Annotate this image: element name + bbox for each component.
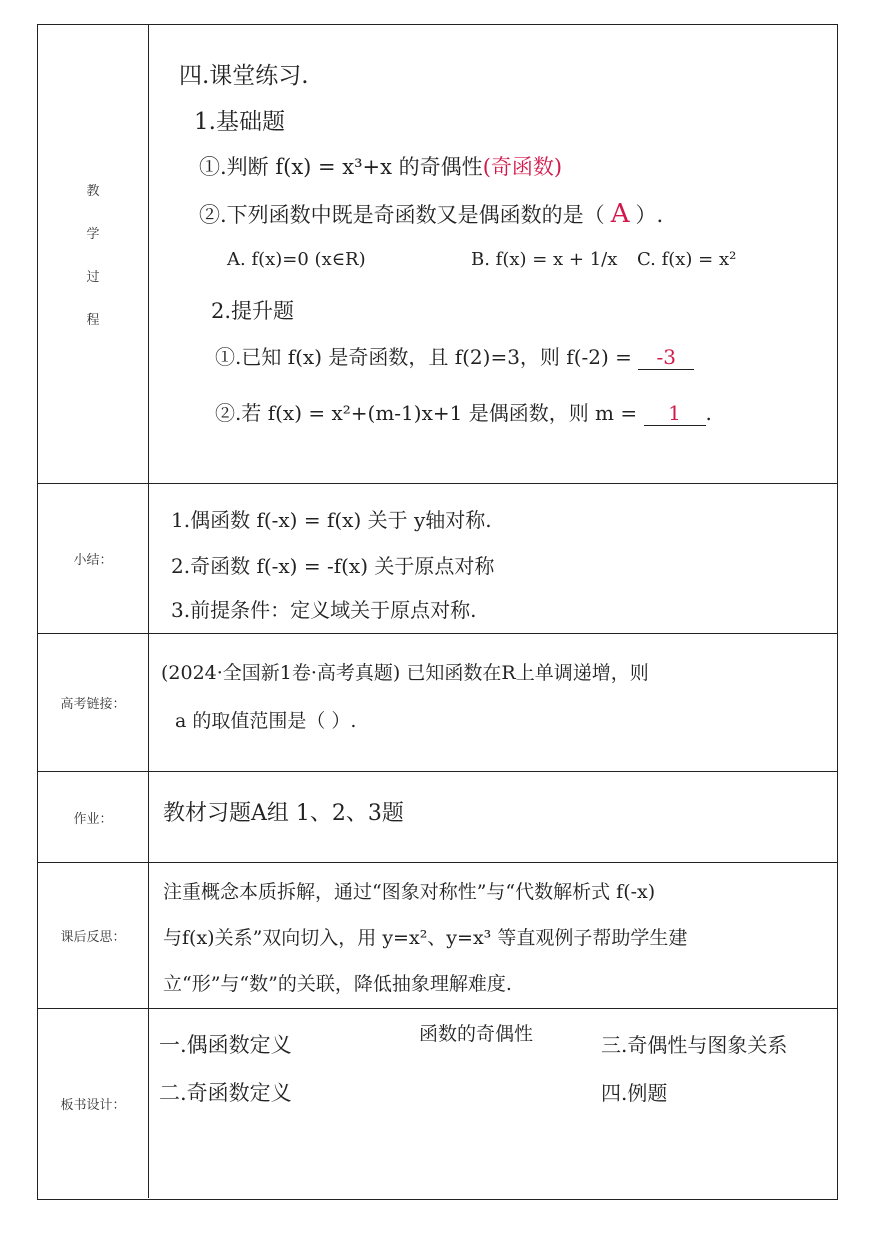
board-right-2: 四.例题 (601, 1081, 668, 1105)
basic-title: 1.基础题 (194, 109, 285, 135)
question-1-text: ①.判断 f(x) = x³+x 的奇偶性 (199, 155, 483, 179)
question-3-answer: -3 (638, 345, 694, 370)
option-a: A. f(x)=0 (x∈R) (227, 249, 366, 270)
board-right-1: 三.奇偶性与图象关系 (601, 1033, 788, 1057)
question-1 (199, 151, 562, 181)
reflection-line-1: 注重概念本质拆解，通过“图象对称性”与“代数解析式 f(-x) (163, 881, 656, 903)
question-3 (215, 341, 694, 370)
question-4-answer: 1 (644, 401, 706, 426)
question-3-text: ①.已知 f(x) 是奇函数，且 f(2)=3，则 f(-2) = (215, 345, 632, 369)
board-label: 板书设计： (38, 1009, 149, 1198)
board-content (149, 1009, 837, 1198)
summary-line-1: 1.偶函数 f(-x) = f(x) 关于 y轴对称. (171, 508, 492, 532)
process-label-char: 程 (86, 313, 100, 328)
homework-label: 作业： (38, 772, 149, 862)
practice-heading: 四.课堂练习. (179, 63, 309, 89)
question-1-answer: (奇函数) (482, 155, 563, 179)
board-left-2: 二.奇函数定义 (159, 1081, 292, 1105)
lesson-plan-table (37, 24, 838, 1200)
summary-label: 小结： (38, 484, 149, 633)
question-2 (199, 199, 663, 229)
summary-line-2: 2.奇函数 f(-x) = -f(x) 关于原点对称 (171, 554, 495, 578)
question-2-text: ②.下列函数中既是奇函数又是偶函数的是（ (199, 203, 605, 227)
board-left-1: 一.偶函数定义 (159, 1033, 292, 1057)
summary-content (149, 484, 837, 633)
option-c: C. f(x) = x² (637, 249, 737, 270)
homework-row (38, 772, 837, 863)
gaokao-content (149, 634, 837, 771)
reflection-label: 课后反思： (38, 863, 149, 1008)
reflection-line-2: 与f(x)关系”双向切入，用 y=x²、y=x³ 等直观例子帮助学生建 (163, 927, 688, 949)
process-label-char: 过 (86, 270, 100, 285)
gaokao-line-2: a 的取值范围是（ ）. (175, 710, 357, 732)
question-2-answer: A (610, 199, 630, 229)
reflection-line-3: 立“形”与“数”的关联，降低抽象理解难度. (163, 973, 512, 995)
gaokao-row (38, 634, 837, 772)
reflection-content (149, 863, 837, 1008)
question-4-end: . (705, 401, 712, 425)
question-4 (215, 397, 712, 426)
advanced-title: 2.提升题 (211, 299, 295, 323)
process-label-char: 教 (86, 184, 100, 199)
gaokao-label: 高考链接： (38, 634, 149, 771)
homework-text: 教材习题A组 1、2、3题 (163, 801, 404, 826)
process-label-char: 学 (86, 227, 100, 242)
reflection-row (38, 863, 837, 1009)
process-row (38, 25, 837, 484)
process-label (38, 25, 149, 483)
question-2-close: ）. (635, 203, 664, 227)
option-b: B. f(x) = x + 1/x (471, 249, 618, 270)
process-content (149, 25, 837, 483)
summary-line-3: 3.前提条件：定义域关于原点对称. (171, 598, 477, 622)
board-center-title: 函数的奇偶性 (419, 1023, 534, 1045)
gaokao-line-1: (2024·全国新1卷·高考真题) 已知函数在R上单调递增，则 (161, 662, 649, 684)
homework-content (149, 772, 837, 862)
board-row (38, 1009, 837, 1198)
question-4-text: ②.若 f(x) = x²+(m-1)x+1 是偶函数，则 m = (215, 401, 638, 425)
summary-row (38, 484, 837, 634)
